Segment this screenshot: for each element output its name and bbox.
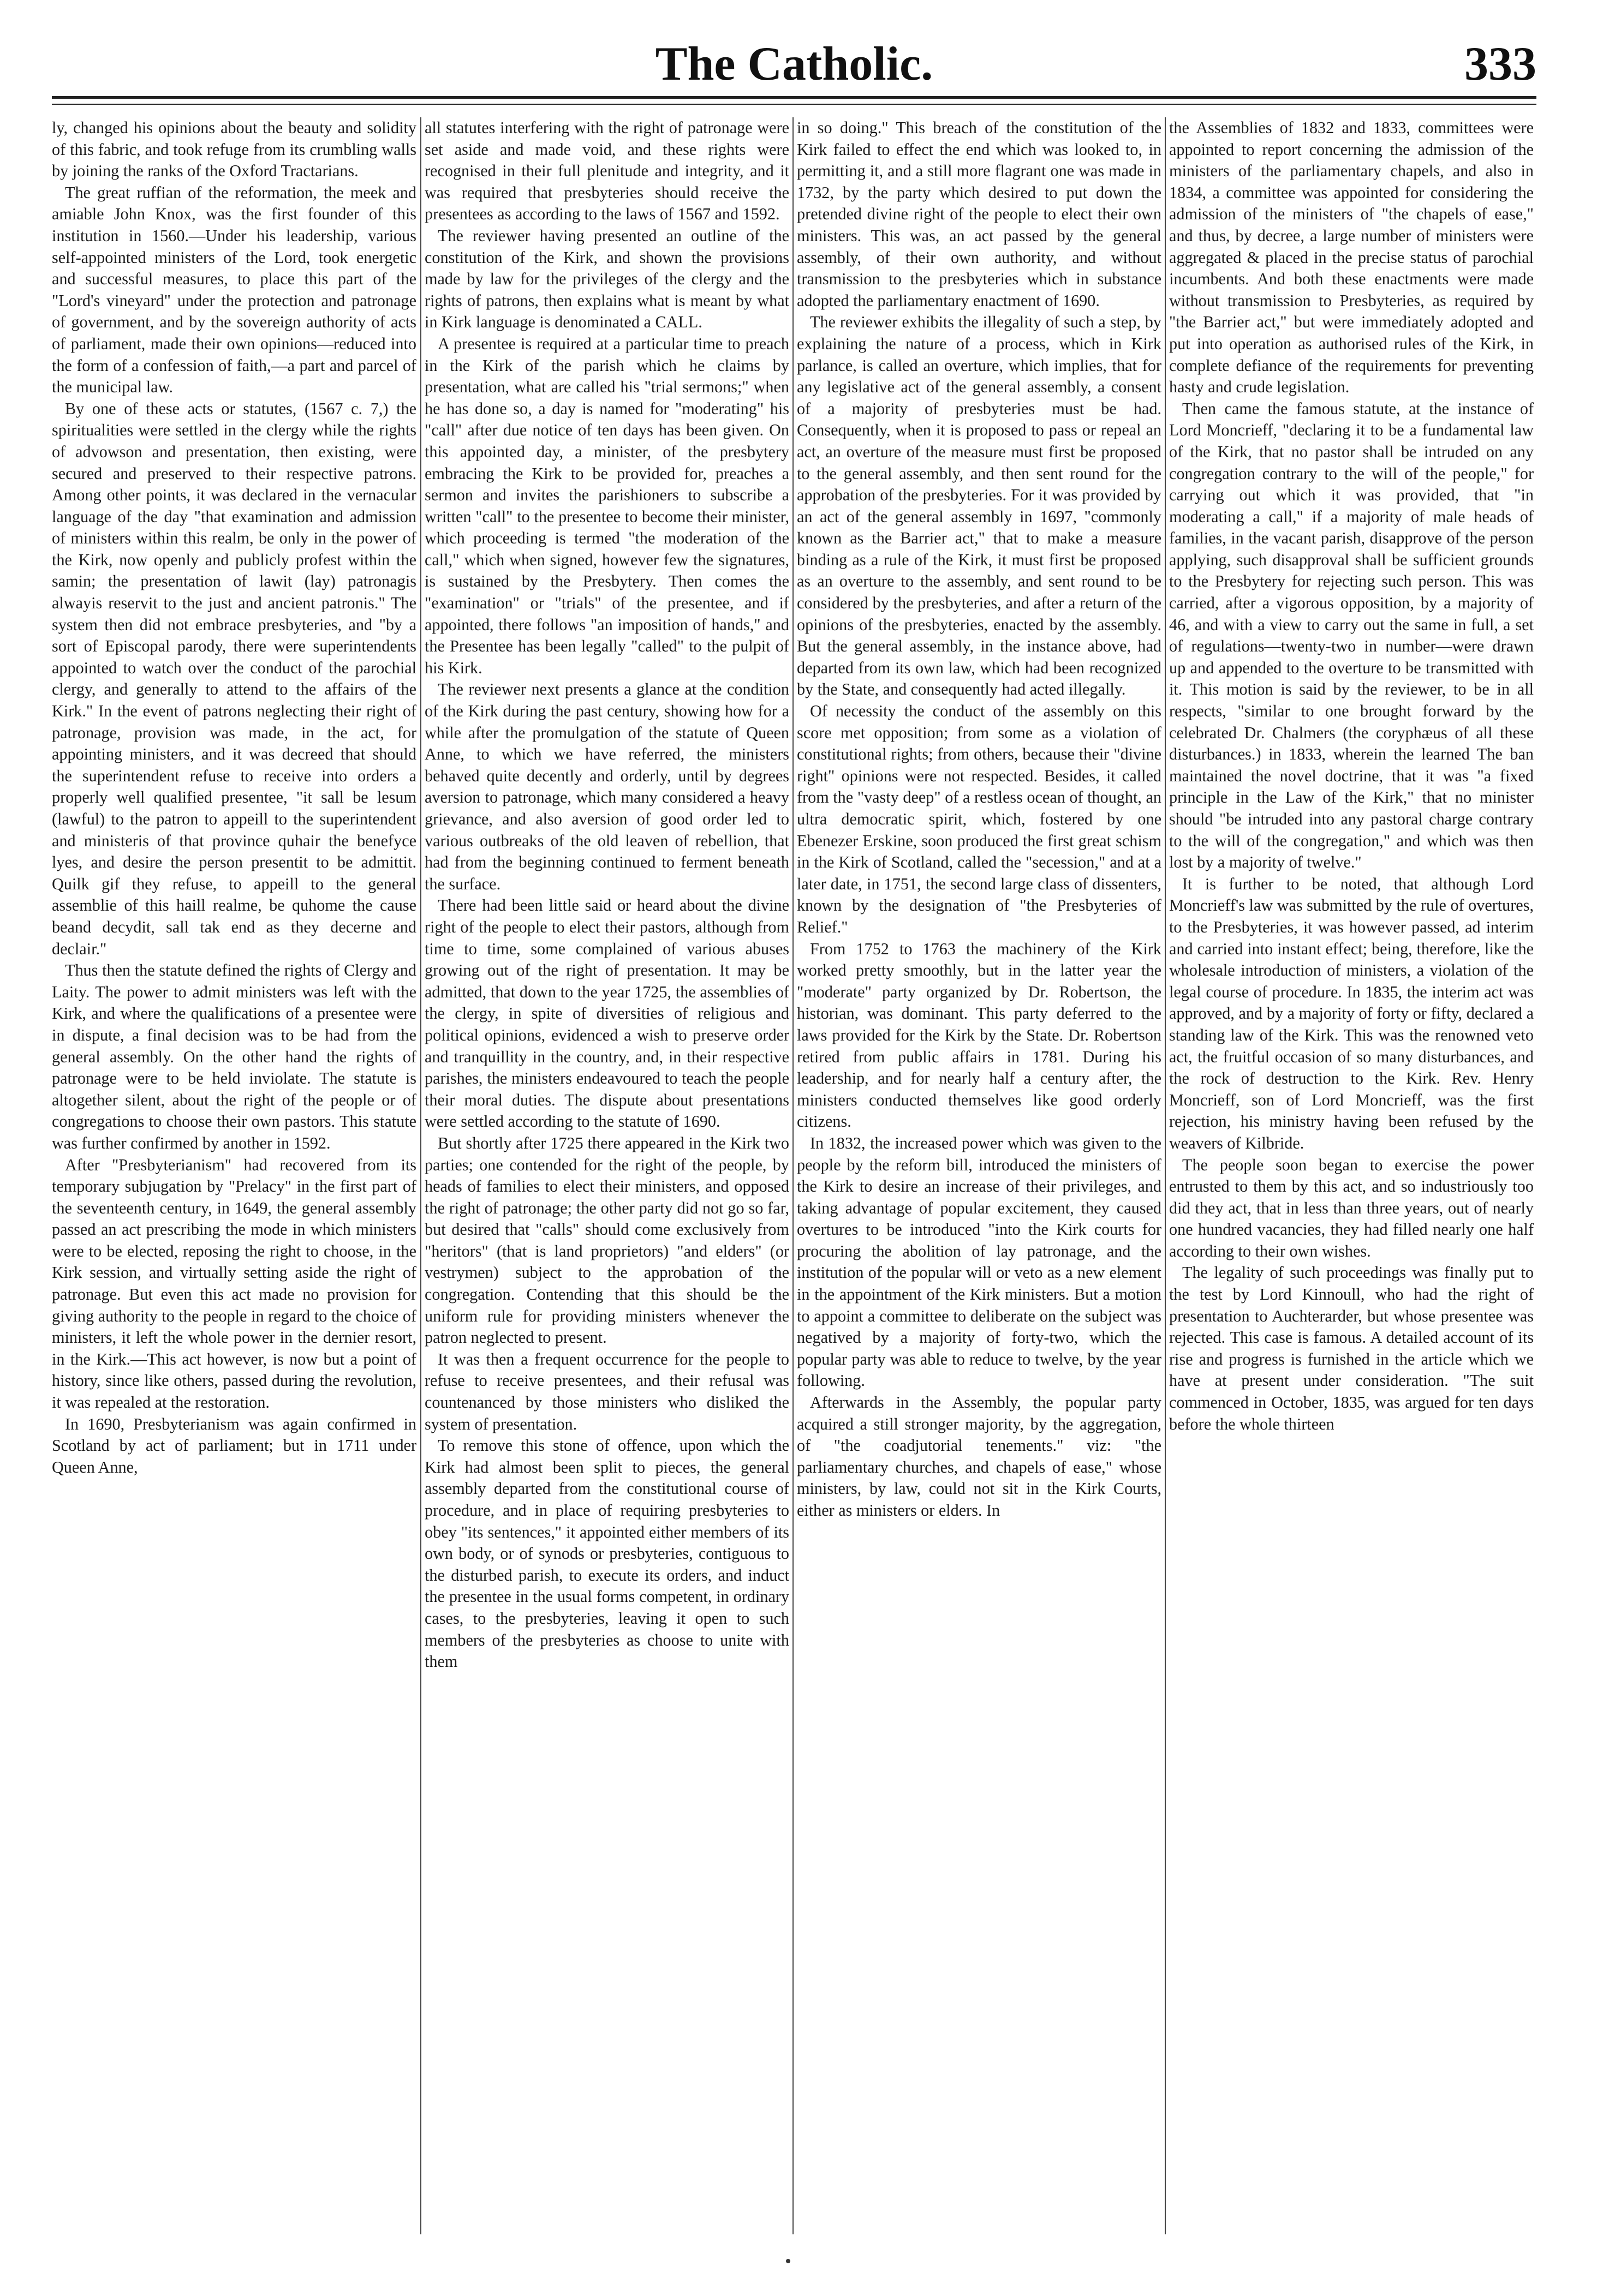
paragraph: ly, changed his opinions about the beauty and solidity of this fabric, and took refuge from its crumbling walls by joining the ranks of the Oxford Tractarians.: [52, 118, 416, 181]
paragraph: The great ruffian of the reformation, the meek and amiable John Knox, was the first founder of this institution in 1560.—Under his leadership, various self-appointed ministers of the Lord, took energetic and successful measures, to place this part of the "Lord's vineyard" under the protection and patronage of government, and by the sovereign authority of acts of parliament, made their own opinions—reduced into the form of a confession of faith,—a part and parcel of the municipal law.: [52, 183, 416, 397]
text-column-3: [797, 117, 1161, 2251]
header-rule-thin: [52, 104, 1536, 105]
paragraph: The legality of such proceedings was finally put to the test by Lord Kinnoull, who had the right of presentation to Auchterarder, but whose presentee was rejected. This case is famous. A detailed account of its rise and progress is furnished in the article which we have at present under consideration. "The suit commenced in October, 1835, was argued for ten days before the whole thirteen: [1169, 1263, 1534, 1433]
paragraph: A presentee is required at a particular time to preach in the Kirk of the parish which he claims by presentation, what are called his "trial sermons;" when he has done so, a day is named for "moderating" his "call" after due notice of ten days has been given. On this appointed day, a minister, of the presbytery embracing the Kirk to be provided for, preaches a sermon and invites the parishioners to subscribe a written "call" to the presentee to become their minister, which proceeding is termed "the moderation of the call," which when signed, however few the signatures, is sustained by the Presbytery. Then comes the "examination" or "trials" of the presentee, and if appointed, there follows "an imposition of hands," and the Presentee has been legally "called" to the pulpit of his Kirk.: [425, 334, 789, 677]
paragraph: The people soon began to exercise the power entrusted to them by this act, and so industriously too did they act, that in less than three years, out of nearly one hundred vacancies, they had filled nearly one half according to their own wishes.: [1169, 1155, 1534, 1260]
paragraph: But shortly after 1725 there appeared in the Kirk two parties; one contended for the right of the people, by heads of families to elect their ministers, and opposed the right of patronage; the other party did not go so far, but desired that "calls" should come exclusively from "heritors" (that is land proprietors) "and elders" (or vestrymen) subject to the approbation of the congregation. Contending that this should be the uniform rule for providing ministers whenever the patron neglected to present.: [425, 1133, 789, 1347]
paragraph: Then came the famous statute, at the instance of Lord Moncrieff, "declaring it to be a fundamental law of the Kirk, that no pastor shall be intruded on any congregation contrary to the will of the people," for carrying out which it was provided, that "in moderating a call," if a majority of male heads of families, in the vacant parish, disapprove of the person applying, such disapproval shall be sufficient grounds to the Presbytery for rejecting such person. This was carried, after a vigorous opposition, by a majority of 46, and with a view to carry out the same in full, a set of regulations—twenty-two in number—were drawn up and appended to the overture to be transmitted with it. This motion is said by the reviewer, to be in all respects, "similar to one brought forward by the celebrated Dr. Chalmers (the coryphæus of all these disturbances.) in 1833, wherein the learned The ban maintained the novel doctrine, that it was "a fixed principle in the Law of the Kirk," that no minister should "be intruded into any pastoral charge contrary to the will of the congregation," and which was then lost by a majority of twelve.": [1169, 399, 1534, 872]
paragraph: By one of these acts or statutes, (1567 c. 7,) the spiritualities were settled in the clergy while the rights of advowson and presentation, then existing, were secured and preserved to their respective patrons. Among other points, it was declared in the vernacular language of the day "that examination and admission of ministers within this realm, be only in the power of the Kirk, now openly and publicly profest within the samin; the presentation of lawit (lay) patronagis alwayis reservit to the just and ancient patronis." The system then did not embrace presbyteries, and "by a sort of Episcopal parody, there were superintendents appointed to watch over the conduct of the parochial clergy, and generally to attend to the affairs of the Kirk." In the event of patrons neglecting their right of patronage, provision was made, in the act, for appointing ministers, and it was decreed that should the superintendent refuse to receive into orders a properly well qualified presentee, "it sall be lesum (lawful) to the patron to appeill to the superintendent and ministeris of that province quhair the benefyce lyes, and desire the person presentit to be admittit. Quilk gif they refuse, to appeill to the general assemblie of this haill realme, be quhome the cause beand decydit, sall tak end as they decerne and declair.": [52, 399, 416, 958]
paragraph: Thus then the statute defined the rights of Clergy and Laity. The power to admit ministers was left with the Kirk, and where the qualifications of a presentee were in dispute, a final decision was to be had from the general assembly. On the other hand the rights of patronage were to be held inviolate. The statute is altogether silent, about the right of the people or of congregations to choose their own pastors. This statute was further confirmed by another in 1592.: [52, 961, 416, 1152]
paragraph: In 1690, Presbyterianism was again confirmed in Scotland by act of parliament; but in 1711 under Queen Anne,: [52, 1414, 416, 1476]
page-title: The Catholic.: [655, 38, 933, 91]
column-divider: [792, 117, 794, 2234]
text-column-2: [425, 117, 789, 2251]
paragraph: all statutes interfering with the right of patronage were set aside and made void, and these rights were recognised in their full plenitude and integrity, and it was required that presbyteries should receive the presentees as according to the laws of 1567 and 1592.: [425, 118, 789, 224]
page-number: 333: [1464, 38, 1536, 91]
paragraph: There had been little said or heard about the divine right of the people to elect their pastors, although from time to time, some complained of various abuses growing out of the right of presentation. It may be admitted, that down to the year 1725, the assemblies of the clergy, in spite of diversities of religious and political opinions, evidenced a wish to preserve order and tranquillity in the country, and, in their respective parishes, the ministers endeavoured to teach the people their moral duties. The dispute about presentations were settled according to the statute of 1690.: [425, 896, 789, 1131]
masthead: [52, 22, 1536, 104]
paragraph: The reviewer having presented an outline of the constitution of the Kirk, and shown the provisions made by law for the privileges of the clergy and the rights of patrons, then explains what is meant by what in Kirk language is denominated a CALL.: [425, 226, 789, 332]
paragraph: In 1832, the increased power which was given to the people by the reform bill, introduced the ministers of the Kirk to desire an increase of their privileges, and taking advantage of popular excitement, they caused overtures to be introduced "into the Kirk courts for procuring the abolition of lay patronage, and the institution of the popular will or veto as a new element in the appointment of the Kirk ministers. But a motion to appoint a committee to deliberate on the subject was negatived by a majority of forty-two, which the popular party was able to reduce to twelve, by the year following.: [797, 1133, 1161, 1390]
text-column-4: [1169, 117, 1534, 2251]
paragraph: the Assemblies of 1832 and 1833, committees were appointed to report concerning the admission of the ministers of the parliamentary chapels, and also in 1834, a committee was appointed for considering the admission of the ministers of "the chapels of ease," and thus, by decree, a large number of ministers were aggregated & placed in the precise status of parochial incumbents. And both these enactments were made without transmission to Presbyteries, as required by "the Barrier act," but were immediately adopted and put into operation as authorised rules of the Kirk, in complete defiance of the requirements for preventing hasty and crude legislation.: [1169, 118, 1534, 397]
paragraph: From 1752 to 1763 the machinery of the Kirk worked pretty smoothly, but in the latter year the "moderate" party organized by Dr. Robertson, the historian, was dominant. This party deferred to the laws provided for the Kirk by the State. Dr. Robertson retired from public affairs in 1781. During his leadership, and for nearly half a century after, the ministers conducted themselves like good orderly citizens.: [797, 939, 1161, 1131]
paragraph: It was then a frequent occurrence for the people to refuse to receive presentees, and their refusal was countenanced by those ministers who disliked the system of presentation.: [425, 1349, 789, 1433]
paragraph: After "Presbyterianism" had recovered from its temporary subjugation by "Prelacy" in the first part of the seventeenth century, in 1649, the general assembly passed an act prescribing the mode in which ministers were to be elected, reposing the right to choose, in the Kirk session, and virtually setting aside the right of patronage. But even this act made no provision for giving authority to the people in regard to the choice of ministers, it left the whole power in the dernier resort, in the Kirk.—This act however, is now but a point of history, since like others, passed during the revolution, it was repealed at the restoration.: [52, 1155, 416, 1412]
paragraph: Of necessity the conduct of the assembly on this score met opposition; from some as a violation of constitutional rights; from others, because their "divine right" opinions were not respected. Besides, it called from the "vasty deep" of a restless ocean of thought, an ultra democratic spirit, which, fostered by one Ebenezer Erskine, soon produced the first great schism in the Kirk of Scotland, called the "secession," and at a later date, in 1751, the second large class of dissenters, known by the designation of "the Presbyteries of Relief.": [797, 702, 1161, 936]
paragraph: To remove this stone of offence, upon which the Kirk had almost been split to pieces, the general assembly departed from the constitutional course of procedure, and in place of requiring presbyteries to obey "its sentences," it appointed either members of its own body, or of synods or presbyteries, contiguous to the disturbed parish, to execute its orders, and induct the presentee in the usual forms competent, in ordinary cases, to the presbyteries, leaving it open to such members of the presbyteries as choose to unite with them: [425, 1436, 789, 1671]
print-speck: [786, 2259, 790, 2263]
header-rule-thick: [52, 96, 1536, 99]
paragraph: in so doing." This breach of the constitution of the Kirk failed to effect the end which was looked to, in permitting it, and a still more flagrant one was made in 1732, by the party which desired to put down the pretended divine right of the people to elect their own ministers. This was, an act passed by the general assembly, of their own authority, and without transmission to the presbyteries which in substance adopted the parliamentary enactment of 1690.: [797, 118, 1161, 310]
paragraph: The reviewer exhibits the illegality of such a step, by explaining the nature of a process, which in Kirk parlance, is called an overture, which implies, that for any legislative act of the general assembly, a consent of a majority of presbyteries must be had. Consequently, when it is proposed to pass or repeal an act, an overture of the measure must first be proposed to the general assembly, and then sent round for the approbation of the presbyteries. For it was provided by an act of the general assembly in 1697, "commonly known as the Barrier act," that to make a measure binding as a rule of the Kirk, it must first be proposed as an overture to the assembly, and sent round to be considered by the presbyteries, and after a return of the opinions of the presbyteries, enacted by the assembly. But the general assembly, in the instance above, had departed from its own law, which had been recognized by the State, and consequently had acted illegally.: [797, 313, 1161, 699]
column-divider: [1165, 117, 1166, 2234]
paragraph: Afterwards in the Assembly, the popular party acquired a still stronger majority, by the aggregation, of "the coadjutorial tenements." viz: "the parliamentary churches, and chapels of ease," whose ministers, by law, could not sit in the Kirk Courts, either as ministers or elders. In: [797, 1393, 1161, 1520]
column-divider: [420, 117, 421, 2234]
text-column-1: [52, 117, 416, 2251]
paragraph: It is further to be noted, that although Lord Moncrieff's law was submitted by the rule of overtures, to the Presbyteries, it was however passed, ad interim and carried into instant effect; being, therefore, like the wholesale introduction of ministers, a violation of the legal course of procedure. In 1835, the interim act was approved, and by a majority of forty or fifty, declared a standing law of the Kirk. This was the renowned veto act, the fruitful occasion of so many disturbances, and the rock of destruction to the Kirk. Rev. Henry Moncrieff, son of Lord Moncrieff, was the first rejection, his ministry having been refused by the weavers of Kilbride.: [1169, 874, 1534, 1152]
paragraph: The reviewer next presents a glance at the condition of the Kirk during the past century, showing how for a while after the promulgation of the statute of Queen Anne, to which we have referred, the ministers behaved quite decently and orderly, until by degrees aversion to patronage, which many considered a heavy grievance, and also aversion of good order led to various outbreaks of the old leaven of rebellion, that had from the beginning continued to ferment beneath the surface.: [425, 680, 789, 893]
